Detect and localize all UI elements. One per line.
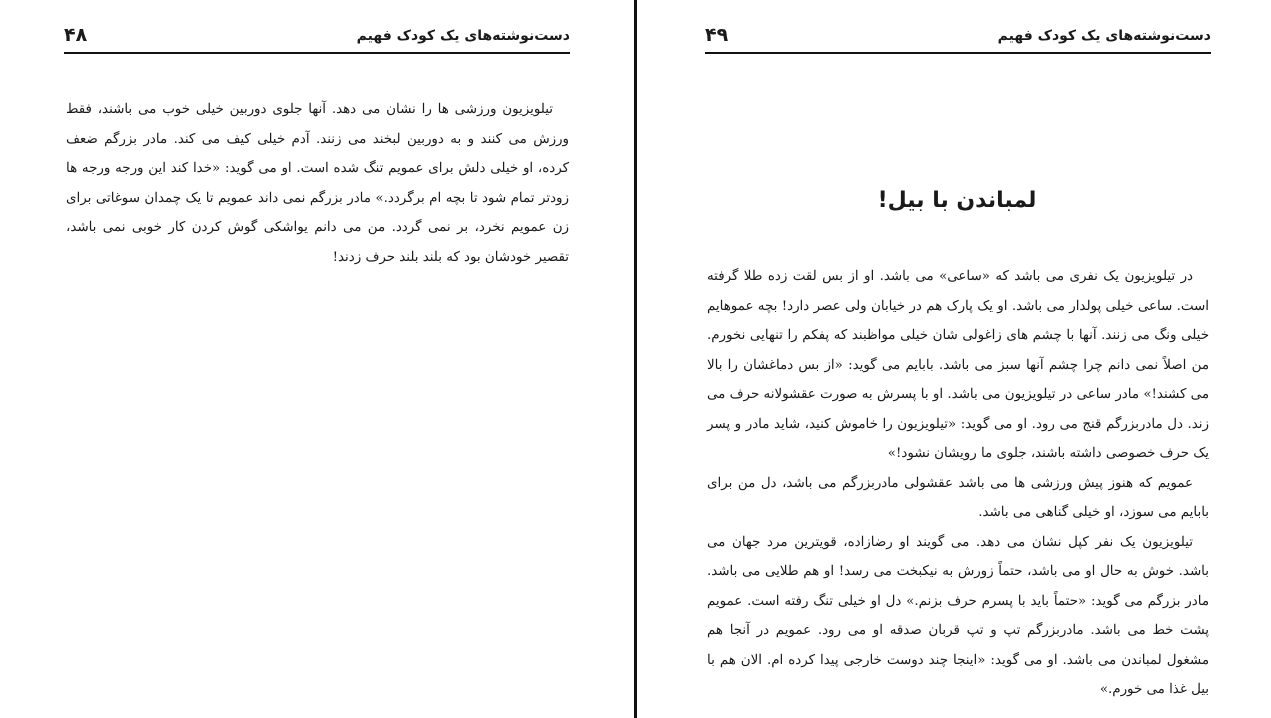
right-paragraph-3: تیلویزیون یک نفر کپل نشان می دهد. می گویند او رضازاده، قویترین مرد جهان می باشد. خوش به حال او می باشد، حتماً زورش به نیکبخت می رسد! او هم طلایی می باشد. مادر بزرگم می گوید: «حتماً باید با پسرم حرف بزنم.» دل او خیلی تنگ رفته است. عمویم پشت خط می باشد. مادربزرگم تپ و تپ قربان صدقه او می رود. عمویم در آنجا هم مشغول لمباندن می باشد. او می گوید: «اینجا چند دوست خارجی پیدا کرده ام. الان هم با بیل غذا می خورم.» — [707, 534, 1209, 697]
left-running-title: دست‌نوشته‌های یک کودک فهیم — [356, 28, 570, 44]
right-running-title: دست‌نوشته‌های یک کودک فهیم — [997, 28, 1211, 44]
right-page — [637, 0, 1271, 718]
right-page-number: ۴۹ — [705, 24, 729, 46]
left-page-body — [66, 95, 569, 272]
right-paragraph-1: در تیلویزیون یک نفری می باشد که «ساعی» می باشد. او از بس لقت زده طلا گرفته است. ساعی خیلی پولدار می باشد. او یک پارک هم در خیابان ولی عصر دارد! بچه عموهایم خیلی ونگ می زنند. آنها با چشم های زاغولی شان خیلی مواظبند که پفکم را تنهایی نخورم. من اصلاً نمی دانم چرا چشم آنها سبز می باشد. بابایم می گوید: «از بس دماغشان را بالا می کشند!» مادر ساعی در تیلویزیون می باشد. او با پسرش به صورت عقشولانه حرف می زند. دل مادربزرگم قنج می رود. او می گوید: «تیلویزیون را خاموش کنید، شاید مادر و پسر یک حرف خصوصی داشته باشند، جلوی ما رویشان نشود!» — [707, 269, 1209, 461]
left-page — [0, 0, 634, 718]
chapter-title: لمباندن با بیل! — [877, 188, 1037, 213]
right-paragraph-2: عمویم که هنوز پیش ورزشی ها می باشد عقشولی مادربزرگم می باشد، دل من برای بابایم می سوزد، او خیلی گناهی می باشد. — [707, 475, 1209, 520]
left-page-header — [64, 22, 570, 54]
right-page-body — [707, 262, 1209, 705]
left-page-number: ۴۸ — [64, 24, 88, 46]
left-paragraph-1: تیلویزیون ورزشی ها را نشان می دهد. آنها جلوی دوربین خیلی خوب می باشند، فقط ورزش می کنند و به دوربین لبخند می زنند. آدم خیلی کیف می کند. مادر بزرگم ضعف کرده، او خیلی دلش برای عمویم تنگ شده است. او می گوید: «خدا کند این ورجه ورجه ها زودتر تمام شود تا بچه ام برگردد.» مادر بزرگم نمی داند عمویم تا یک چمدان سوغاتی برای زن عمویم نخرد، بر نمی گردد. من می دانم یواشکی گوش کردن کار خوبی نمی باشد، تقصیر خودشان بود که بلند بلند حرف زدند! — [66, 102, 569, 265]
right-page-header — [705, 22, 1211, 54]
